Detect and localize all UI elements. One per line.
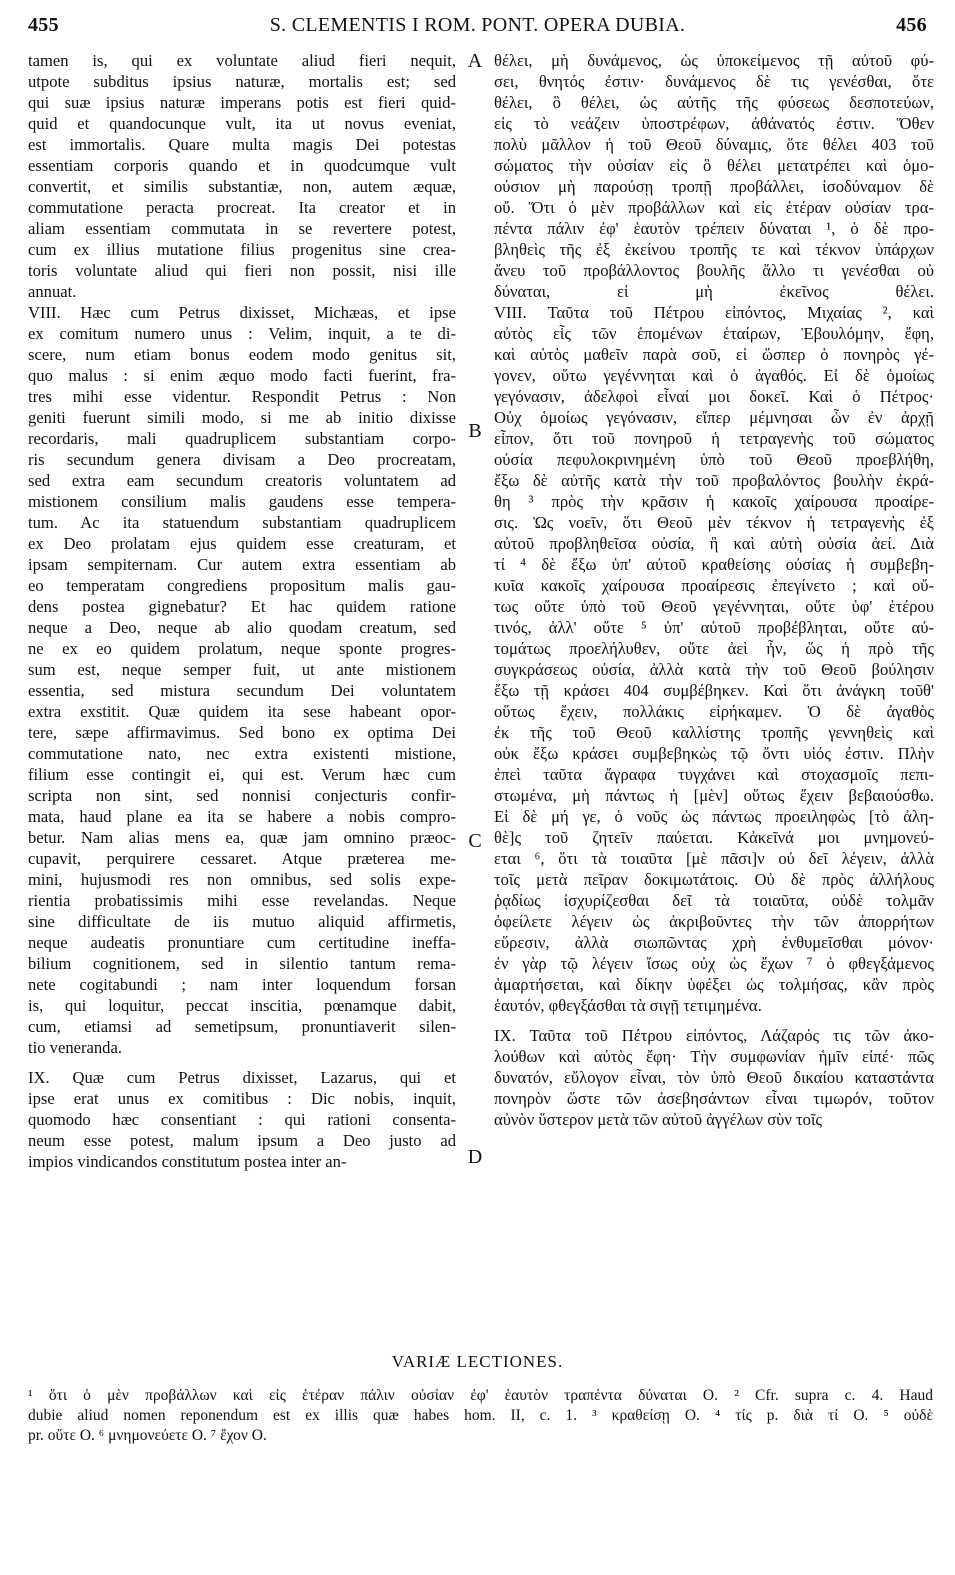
greek-text-line: σει, θνητός ἐστιν· δυνάμενος δὲ τις γενέσθαι, ὅτε: [494, 72, 934, 91]
margin-letter-a: A: [467, 50, 483, 72]
greek-text-line: στωμένα, μὴ πάντως ἡ [μὲν] οὕτως ἔχειν βεβαιούσθω.: [494, 786, 934, 805]
greek-text-line: εἶπον, ὅτι τοῦ πονηροῦ ἡ τετραγενὴς τοῦ σώματος: [494, 429, 934, 448]
latin-text-line: extra exstitit. Quæ quidem ita sese habeant opor-: [28, 702, 456, 721]
latin-section-ix-line: ipse erat unus ex comitibus : Dic nobis, inquit,: [28, 1089, 456, 1108]
latin-text-line: sed extra eam secundum creatoris voluntatem ad: [28, 471, 456, 490]
latin-text-line: ex comitum numero unus : Velim, inquit, a te di-: [28, 324, 456, 343]
latin-text-line: filium esse contingit ei, qui est. Verum hæc cum: [28, 765, 456, 784]
greek-text-line: ῥᾳδίως ἰσχυρίζεσθαι δεῖ τὰ τοιαῦτα, οὐδὲ τολμᾶν: [494, 891, 934, 910]
latin-section-gap: [28, 1058, 456, 1067]
greek-text-line: θη ³ πρὸς τὴν κρᾶσιν ἡ κακοῖς χαίρουσα προαίρε-: [494, 492, 934, 511]
latin-text-line: est immortalis. Quare multa magis Dei potestas: [28, 135, 456, 154]
latin-text-line: quo malus : si enim æquo modo facti fuerint, fra-: [28, 366, 456, 385]
latin-text-line: mata, haud plane ea ita se habere a nobis compro-: [28, 807, 456, 826]
greek-text-line: ούσιον μὴ παρούσῃ τροπῇ προβάλλει, ἰσοδύναμον δὲ: [494, 177, 934, 196]
greek-text-line: αὐτοῦ προβληθεῖσα οὐσία, ἣ καὶ αὐτὴ οὐσία ἀεί. Διὰ: [494, 534, 934, 553]
greek-text-line: οὐσία πεφυλοκρινημένη ὑπὸ τοῦ Θεοῦ προεβλήθη,: [494, 450, 934, 469]
latin-text-line: neque a Deo, neque ab alio quodam creatum, sed: [28, 618, 456, 637]
latin-text-line: rientia probatissimis mihi esse revelandas. Neque: [28, 891, 456, 910]
footnote-line: pr. οὔτε O. ⁶ μνημονεύετε O. ⁷ ἔχον O.: [28, 1427, 267, 1444]
variae-lectiones-heading: VARIÆ LECTIONES.: [391, 1352, 564, 1371]
latin-text-line: scere, num etiam bonus eodem modo genitus sit,: [28, 345, 456, 364]
greek-section-ix-line: IX. Ταῦτα τοῦ Πέτρου εἰπόντος, Λάζαρός τις τῶν ἀκο-: [494, 1026, 934, 1045]
running-title: S. CLEMENTIS I ROM. PONT. OPERA DUBIA.: [269, 13, 686, 36]
greek-text-line: δύναται, εἰ μὴ ἐκεῖνος θέλει.: [494, 282, 934, 301]
latin-text-line: commutatione nato, nec extra existenti mistione,: [28, 744, 456, 763]
running-header: [28, 10, 927, 40]
latin-text-line: annuat.: [28, 282, 77, 301]
latin-text-line: recordaris, mali quadruplicem substantiam corpo-: [28, 429, 456, 448]
latin-text-line: eo temperatam congrediens propositum malis gau-: [28, 576, 456, 595]
latin-text-line: convertit, et similis substantiæ, non, autem æquæ,: [28, 177, 456, 196]
greek-text-line: τί ⁴ δὲ ἔξω ὑπ' αὐτοῦ κραθείσης οὐσίας ἡ συμβεβη-: [494, 555, 934, 574]
latin-section-ix-line: IX. Quæ cum Petrus dixisset, Lazarus, qui et: [28, 1068, 456, 1087]
greek-text-line: σις. Ὡς νοεῖν, ὅτι Θεοῦ μὲν τέκνον ἡ τετραγενὴς ἐξ: [494, 513, 934, 532]
margin-letter-b: B: [468, 420, 482, 442]
greek-text-line: πολὺ μᾶλλον ἡ τοῦ Θεοῦ δύναμις, ὅτε θέλει 403 τοῦ: [494, 135, 934, 154]
greek-text-line: καὶ αὐτὸς μαθεῖν παρὰ σοῦ, εἰ ὥσπερ ὁ πονηρὸς γέ-: [494, 345, 934, 364]
latin-text-line: is, qui loquitur, peccat inscitia, pœnamque dabit,: [28, 996, 456, 1015]
footnote-line: ¹ ὅτι ὁ μὲν προβάλλων καὶ εἰς ἑτέραν πάλιν οὐσίαν ἐφ' ἑαυτὸν τραπέντα δύναται O. ² Cfr. supra c. 4. Haud: [28, 1387, 933, 1404]
greek-column: [494, 50, 934, 1130]
latin-text-line: neque audeatis pronuntiare cum certitudine ineffa-: [28, 933, 456, 952]
latin-text-line: tum. Ac ita statuendum substantiam quadruplicem: [28, 513, 456, 532]
greek-text-line: Εἰ δὲ μή γε, ὁ νοῦς ὡς πάντως προειληφὼς [τὸ ἀλη-: [494, 807, 934, 826]
greek-text-line: ἐκ τῆς τοῦ Θεοῦ καλλίστης τροπῆς γεννηθεὶς καὶ: [494, 723, 934, 742]
greek-section-ix-line: αὐνὸν ὕστερον μετὰ τῶν αὐτοῦ ἀγγέλων σὺν τοῖς: [494, 1110, 823, 1129]
latin-text-line: nete cogitabundi ; nam inter loquendum forsan: [28, 975, 456, 994]
latin-text-line: betur. Nam alias mens ea, quæ jam omnino præoc-: [28, 828, 456, 847]
latin-text-line: cum ex illius mutatione filius progenitus sine crea-: [28, 240, 456, 259]
greek-text-line: εἰς τὸ νεάζειν ὑποστρέφων, ἀθάνατός ἐστιν. Ὅθεν: [494, 114, 934, 133]
greek-text-line: VIII. Ταῦτα τοῦ Πέτρου εἰπόντος, Μιχαίας ², καὶ: [494, 303, 934, 322]
latin-text-line: mini, hujusmodi res non omnibus, sed solis expe-: [28, 870, 456, 889]
latin-text-line: sine difficultate de iis mutuo aliquid affirmetis,: [28, 912, 456, 931]
greek-text-line: ἑαυτόν, φθεγξάσθαι τὰ σιγῇ τετιμημένα.: [494, 996, 762, 1015]
greek-text-line: οὕτως ἔχειν, πολλάκις εἰρήκαμεν. Ὁ δὲ ἀγαθὸς: [494, 702, 934, 721]
greek-text-line: τοῖς μετὰ πεῖραν δοκιμωτάτοις. Οὐ δὲ πρὸς ἀλλήλους: [494, 870, 934, 889]
latin-text-line: quid et quandocunque vult, ita ut novus eveniat,: [28, 114, 456, 133]
greek-text-line: οὔ. Ὅτι ὁ μὲν προβάλλων καὶ εἰς ἑτέραν οὐσίαν τρα-: [494, 198, 934, 217]
greek-text-line: τομάτως προελήλυθεν, οὔτε ἀεὶ ἦν, ὥς ἡ πρὸ τῆς: [494, 639, 934, 658]
latin-text-line: dens postea gignebatur? Et hac quidem ratione: [28, 597, 456, 616]
greek-text-line: γονεν, οὕτω γεγέννηται καὶ ὁ ἀγαθός. Εἰ δὲ ὁμοίως: [494, 366, 934, 385]
greek-text-line: τινός, ἀλλ' οὔτε ⁵ ὑπ' αὐτοῦ προβέβληται, οὔτε αὐ-: [494, 618, 934, 637]
greek-text-line: πέντα πάλιν ἐφ' ἑαυτὸν τρέπειν δύναται ¹, ὁ δὲ προ-: [494, 219, 934, 238]
greek-text-line: γεγόνασιν, ἀδελφοὶ εἶναί μοι δοκεῖ. Καὶ ὁ Πέτρος·: [494, 387, 934, 406]
greek-text-line: ἄνευ τοῦ προβάλλοντος βουλῆς ἄλλο τι γενέσθαι οὐ: [494, 261, 934, 280]
greek-section-ix-line: λούθων καὶ αὐτὸς ἔφη· Τὴν συμφωνίαν ἡμῖν εἰπέ· πῶς: [494, 1047, 934, 1066]
greek-text-line: ἔξω τῇ κράσει 404 συμβέβηκεν. Καὶ ὅτι ἀνάγκη τοῦθ': [494, 681, 934, 700]
greek-text-line: ἁμαρτήσεται, καὶ δίκην ὑφέξει ὡς τολμήσας, κἂν πρὸς: [494, 975, 934, 994]
latin-text-line: aliam essentiam commutata in se revertere potest,: [28, 219, 456, 238]
greek-text-line: οὐκ ἔξω κράσει συμβεβηκὼς τῷ ὄντι υἱός ἐστιν. Πλὴν: [494, 744, 934, 763]
greek-text-line: εὕρεσιν, ἀλλὰ σιωπῶντας χρὴ ἐνθυμεῖσθαι μόνον·: [494, 933, 934, 952]
latin-section-ix-line: neum esse potest, malum ipsum a Deo justo ad: [28, 1131, 456, 1150]
latin-text-line: commutatione peracta procreat. Ita creator et in: [28, 198, 456, 217]
latin-section-ix-line: impios vindicandos constitutum postea inter an-: [28, 1152, 347, 1171]
greek-text-line: θέλει, μὴ δυνάμενος, ὡς ὑποκείμενος τῇ αὐτοῦ φύ-: [494, 51, 934, 70]
latin-text-line: tere, sæpe affirmavimus. Sed bono ex optima Dei: [28, 723, 456, 742]
latin-text-line: mistionem consilium malis gaudens esse tempera-: [28, 492, 456, 511]
latin-text-line: cupavit, perquirere cessaret. Atque præterea me-: [28, 849, 456, 868]
greek-text-line: ἐπεὶ ταῦτα ἄγραφα τυγχάνει καὶ στοχασμοῖς πεπι-: [494, 765, 934, 784]
latin-text-line: scripta non sint, sed nonnisi conjecturis confir-: [28, 786, 456, 805]
greek-text-line: ὀφείλετε λέγειν ὡς ἀκριβοῦντες τὴν τῶν ἀπορρήτων: [494, 912, 934, 931]
greek-text-line: αὐτὸς εἷς τῶν ἑπομένων ἑταίρων, Ἐβουλόμην, ἔφη,: [494, 324, 934, 343]
latin-text-line: bilium cognitionem, sed in silentio tantum rema-: [28, 954, 456, 973]
greek-text-line: βληθεὶς τῆς ἐξ ἐκείνου τροπῆς τε καὶ τέκνον ὑπάρχων: [494, 240, 934, 259]
greek-text-line: σώματος τὴν οὐσίαν εἰς ὃ θέλει μετατρέπει καὶ ὁμο-: [494, 156, 934, 175]
latin-text-line: ipsam sempiternam. Cur autem extra essentiam ab: [28, 555, 456, 574]
latin-text-line: sum est, neque semper fuit, ut ante mistionem: [28, 660, 456, 679]
greek-section-ix-line: πονηρὸν ὥστε τῶν ἀσεβησάντων εἶναι τιμωρόν, τοῦτον: [494, 1089, 934, 1108]
latin-text-line: ex Deo prolatam ejus quidem esse creaturam, et: [28, 534, 456, 553]
latin-text-line: qui suæ ipsius naturæ imperans potis est fieri quid-: [28, 93, 456, 112]
greek-text-line: εται ⁶, ὅτι τὰ τοιαῦτα [μὲ πᾶσι]ν οὐ δεῖ λέγειν, ἀλλὰ: [494, 849, 934, 868]
greek-text-line: θέλει, ὃ θέλει, ὡς αὐτῆς τῆς φύσεως δεσποτεύων,: [494, 93, 934, 112]
latin-text-line: essentiam corporis quando et in quodcumque vult: [28, 156, 456, 175]
latin-text-line: toris voluntate aliud qui fieri non possit, nisi ille: [28, 261, 456, 280]
latin-text-line: VIII. Hæc cum Petrus dixisset, Michæas, et ipse: [28, 303, 456, 322]
margin-letter-c: C: [468, 830, 482, 852]
latin-text-line: cum, etiamsi ad semetipsum, pronuntiaverit silen-: [28, 1017, 456, 1036]
greek-text-line: θὲ]ς τοῦ ζητεῖν παύεται. Κἀκεῖνά μοι μνημονεύ-: [494, 828, 934, 847]
latin-text-line: utpote subditus ipsius naturæ, mortalis est; sed: [28, 72, 456, 91]
footnotes: [28, 1386, 933, 1446]
left-page-number: 455: [28, 13, 59, 36]
greek-text-line: κυῖα κακοῖς χαίρουσα προαίρεσις ἐπεγίνετο ; καὶ οὔ-: [494, 576, 934, 595]
greek-section-gap: [494, 1016, 934, 1025]
latin-text-line: ne ex eo quidem prolatum, neque sponte progres-: [28, 639, 456, 658]
greek-text-line: τως οὔτε ὑπὸ τοῦ Θεοῦ γεγέννηται, οὔτε ὑφ' ἑτέρου: [494, 597, 934, 616]
right-page-number: 456: [896, 13, 927, 36]
latin-section-ix-line: quomodo hæc consentiant : qui rationi consenta-: [28, 1110, 456, 1129]
latin-text-line: geniti fuerunt simili modo, si me ab initio dixisse: [28, 408, 456, 427]
margin-letter-d: D: [467, 1146, 483, 1168]
footnote-line: dubie aliud nomen reponendum est ex illis quæ habes hom. II, c. 1. ³ κραθείσῃ O. ⁴ τίς p. διὰ τί O. ⁵ οὐδὲ: [28, 1407, 933, 1424]
latin-text-line: essentia, sed mistura secundum Dei voluntatem: [28, 681, 456, 700]
latin-text-line: ris secundum genera divisam a Deo procreatam,: [28, 450, 456, 469]
greek-text-line: ἐν γὰρ τῷ λέγειν ἴσως οὐχ ὡς ἔχων ⁷ ὁ φθεγξάμενος: [494, 954, 934, 973]
greek-section-ix-line: δυνατόν, εὔλογον εἶναι, τὸν ὑπὸ Θεοῦ δικαίου καταστάντα: [494, 1068, 934, 1087]
latin-column: [28, 50, 456, 1172]
greek-text-line: συγκράσεως οὐσία, ἀλλὰ κατὰ τὴν τοῦ Θεοῦ βούλησιν: [494, 660, 934, 679]
greek-text-line: Οὐχ ὁμοίως γεγόνασιν, εἴπερ μέμνησαι ὧν ἐν ἀρχῇ: [494, 408, 934, 427]
greek-text-line: ἔξω δὲ αὐτῆς κατὰ τὴν τοῦ προβαλόντος βουλὴν ἐκρά-: [494, 471, 934, 490]
latin-text-line: tio veneranda.: [28, 1038, 122, 1057]
latin-text-line: tres mihi esse videntur. Respondit Petrus : Non: [28, 387, 456, 406]
latin-text-line: tamen is, qui ex voluntate aliud fieri nequit,: [28, 51, 456, 70]
